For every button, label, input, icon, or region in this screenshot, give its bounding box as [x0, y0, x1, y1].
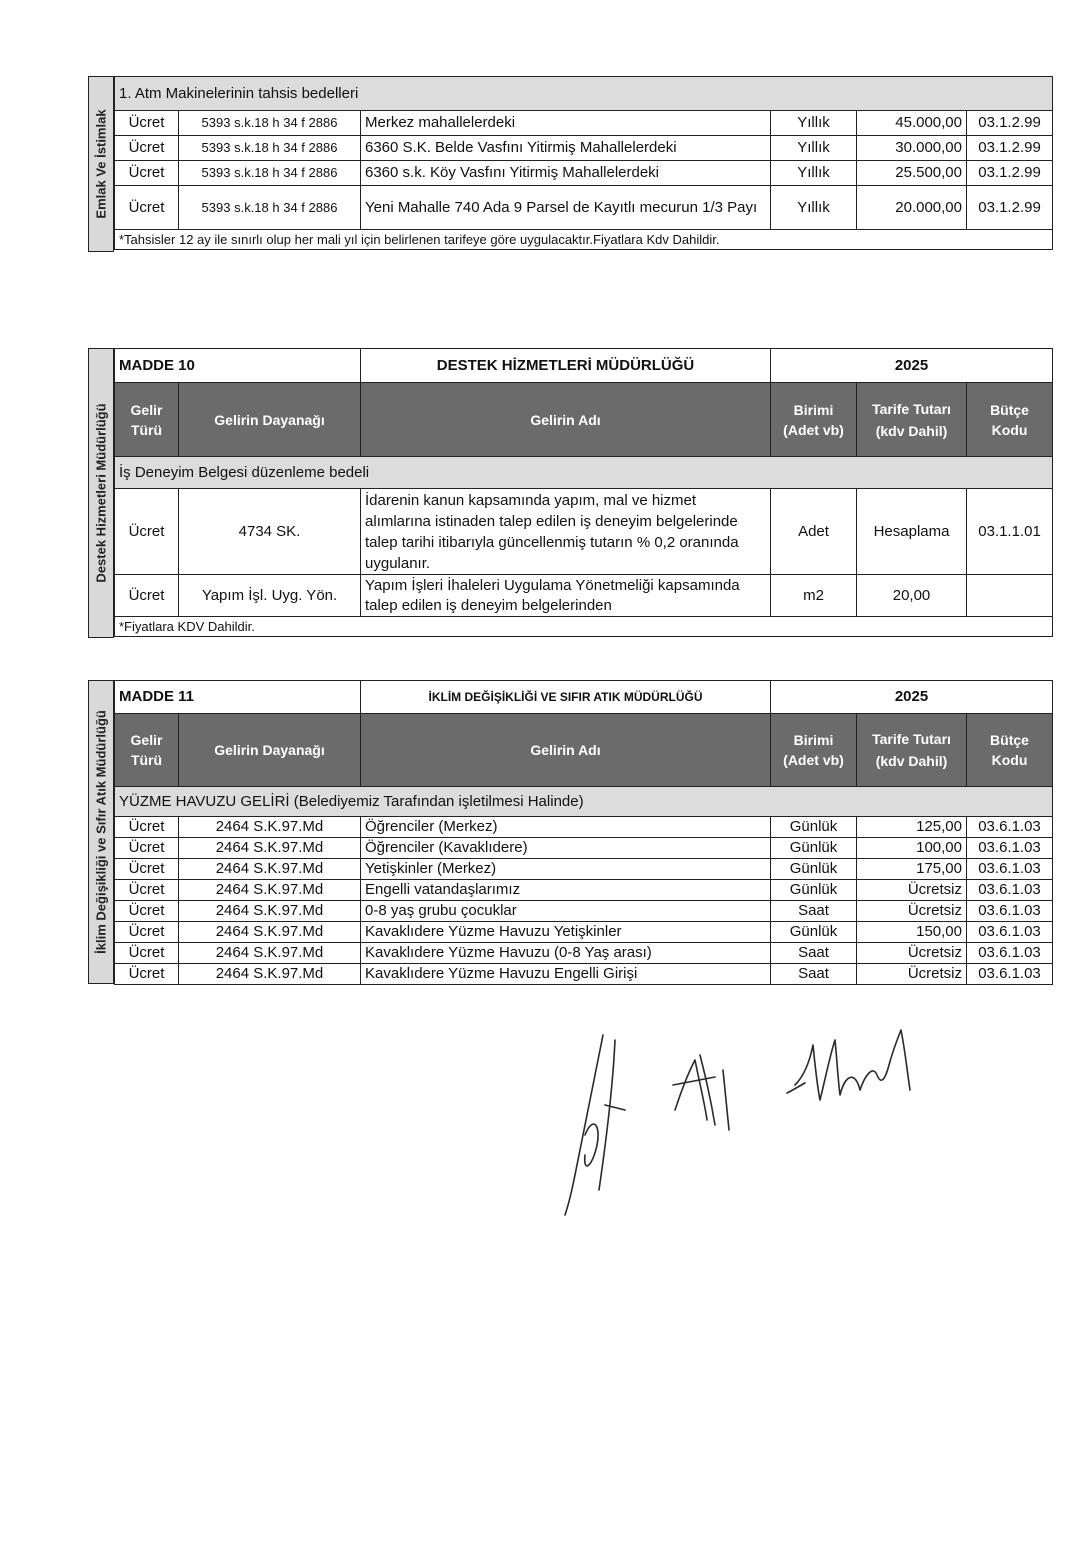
signatures [555, 1015, 955, 1225]
year-label: 2025 [771, 681, 1053, 714]
table-row: Ücret 2464 S.K.97.Md Kavaklıdere Yüzme Havuzu (0-8 Yaş arası) Saat Ücretsiz 03.6.1.03 [115, 943, 1053, 964]
table-row: Ücret 5393 s.k.18 h 34 f 2886 6360 s.k. Köy Vasfını Yitirmiş Mahallelerdeki Yıllık 25.500,00 03.1.2.99 [115, 161, 1053, 186]
table-row: Ücret 5393 s.k.18 h 34 f 2886 6360 S.K. Belde Vasfını Yitirmiş Mahallelerdeki Yıllık 30.000,00 03.1.2.99 [115, 136, 1053, 161]
section-note: *Tahsisler 12 ay ile sınırlı olup her mali yıl için belirlenen tarifeye göre uygulacaktır.Fiyatlara Kdv Dahildir. [115, 230, 1053, 250]
year-label: 2025 [771, 349, 1053, 383]
table-row: Ücret 2464 S.K.97.Md Engelli vatandaşlarımız Günlük Ücretsiz 03.6.1.03 [115, 880, 1053, 901]
table-row: Ücret 2464 S.K.97.Md 0-8 yaş grubu çocuklar Saat Ücretsiz 03.6.1.03 [115, 901, 1053, 922]
side-label-destek: Destek Hizmetleri Müdürlüğü [88, 348, 114, 638]
madde-label: MADDE 10 [115, 349, 361, 383]
signature-1 [565, 1035, 625, 1215]
section-subtitle: YÜZME HAVUZU GELİRİ (Belediyemiz Tarafından işletilmesi Halinde) [115, 787, 1053, 817]
section-emlak [88, 76, 1052, 252]
table-row: Ücret 2464 S.K.97.Md Kavaklıdere Yüzme Havuzu Engelli Girişi Saat Ücretsiz 03.6.1.03 [115, 964, 1053, 985]
department-title: DESTEK HİZMETLERİ MÜDÜRLÜĞÜ [361, 349, 771, 383]
table-row: Ücret 2464 S.K.97.Md Kavaklıdere Yüzme Havuzu Yetişkinler Günlük 150,00 03.6.1.03 [115, 922, 1053, 943]
signature-3 [787, 1030, 910, 1100]
table-row: Ücret 4734 SK. İdarenin kanun kapsamında yapım, mal ve hizmet alımlarına istinaden talep edilen iş deneyim belgelerinde talep tarihi itibarıyla güncellenmiş tutarın % 0,2 oranında uygulanır. Adet Hesaplama 03.1.1.01 [115, 489, 1053, 575]
table-row: Ücret 5393 s.k.18 h 34 f 2886 Merkez mahallelerdeki Yıllık 45.000,00 03.1.2.99 [115, 111, 1053, 136]
madde-label: MADDE 11 [115, 681, 361, 714]
iklim-table [114, 680, 1053, 985]
section-iklim [88, 680, 1052, 984]
section-subtitle: 1. Atm Makinelerinin tahsis bedelleri [115, 77, 1053, 111]
signature-2 [673, 1055, 729, 1130]
table-row: Ücret Yapım İşl. Uyg. Yön. Yapım İşleri İhaleleri Uygulama Yönetmeliği kapsamında talep edilen iş deneyim belgelerinden m2 20,00 [115, 575, 1053, 617]
section-destek [88, 348, 1052, 638]
table-header: Gelir Türü Gelirin Dayanağı Gelirin Adı Birimi (Adet vb) Tarife Tutarı (kdv Dahil) Bütçe Kodu [115, 383, 1053, 457]
side-label-iklim: İklim Değişikliği ve Sıfır Atık Müdürlüğü [88, 680, 114, 984]
department-title: İKLİM DEĞİŞİKLİĞİ VE SIFIR ATIK MÜDÜRLÜĞÜ [361, 681, 771, 714]
section-subtitle: İş Deneyim Belgesi düzenleme bedeli [115, 457, 1053, 489]
side-label-emlak: Emlak Ve İstimlak [88, 76, 114, 252]
table-row: Ücret 2464 S.K.97.Md Öğrenciler (Merkez) Günlük 125,00 03.6.1.03 [115, 817, 1053, 838]
table-row: Ücret 2464 S.K.97.Md Öğrenciler (Kavaklıdere) Günlük 100,00 03.6.1.03 [115, 838, 1053, 859]
table-header: Gelir Türü Gelirin Dayanağı Gelirin Adı Birimi (Adet vb) Tarife Tutarı (kdv Dahil) Bütçe Kodu [115, 714, 1053, 787]
table-row: Ücret 5393 s.k.18 h 34 f 2886 Yeni Mahalle 740 Ada 9 Parsel de Kayıtlı mecurun 1/3 Payı Yıllık 20.000,00 03.1.2.99 [115, 186, 1053, 230]
destek-table [114, 348, 1053, 637]
emlak-table [114, 76, 1053, 250]
table-row: Ücret 2464 S.K.97.Md Yetişkinler (Merkez) Günlük 175,00 03.6.1.03 [115, 859, 1053, 880]
section-note: *Fiyatlara KDV Dahildir. [115, 617, 1053, 637]
